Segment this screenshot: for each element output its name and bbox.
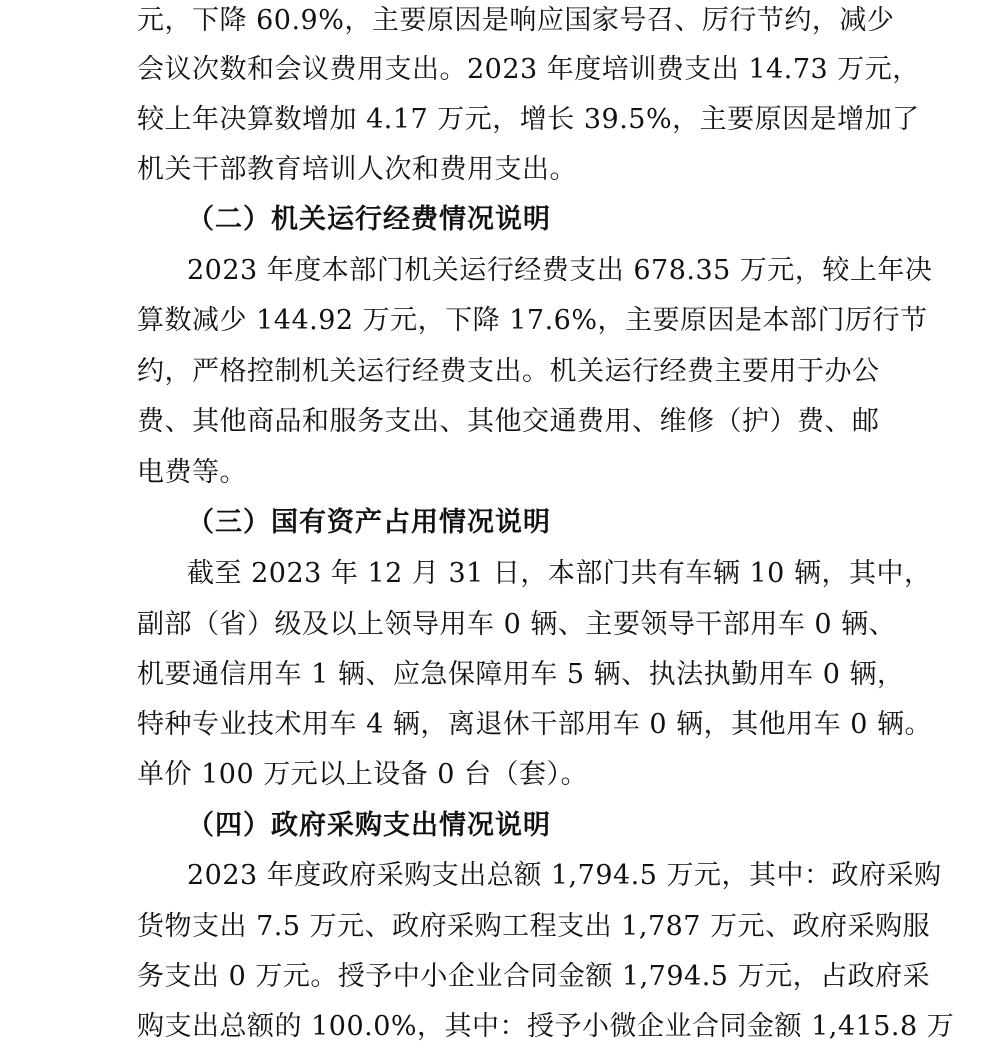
text-line: 单价 100 万元以上设备 0 台（套）。 bbox=[137, 759, 589, 790]
text-line: 电费等。 bbox=[137, 457, 247, 488]
section-heading: （二）机关运行经费情况说明 bbox=[187, 204, 551, 235]
text-line: 机关干部教育培训人次和费用支出。 bbox=[137, 154, 577, 185]
text-line: 货物支出 7.5 万元、政府采购工程支出 1,787 万元、政府采购服 bbox=[137, 911, 931, 942]
text-line: 务支出 0 万元。授予中小企业合同金额 1,794.5 万元，占政府采 bbox=[137, 961, 931, 992]
text-line: 截至 2023 年 12 月 31 日，本部门共有车辆 10 辆，其中， bbox=[187, 558, 932, 589]
text-line: 约，严格控制机关运行经费支出。机关运行经费主要用于办公 bbox=[137, 356, 880, 387]
text-line: 副部（省）级及以上领导用车 0 辆、主要领导干部用车 0 辆、 bbox=[137, 609, 897, 640]
text-line: 费、其他商品和服务支出、其他交通费用、维修（护）费、邮 bbox=[137, 406, 880, 437]
text-line: 2023 年度政府采购支出总额 1,794.5 万元，其中：政府采购 bbox=[187, 860, 942, 891]
text-line: 会议次数和会议费用支出。2023 年度培训费支出 14.73 万元， bbox=[137, 54, 920, 85]
section-heading: （四）政府采购支出情况说明 bbox=[187, 810, 551, 841]
text-line: 元，下降 60.9%，主要原因是响应国家号召、厉行节约，减少 bbox=[137, 5, 895, 36]
text-line: 机要通信用车 1 辆、应急保障用车 5 辆、执法执勤用车 0 辆， bbox=[137, 659, 905, 690]
text-line: 购支出总额的 100.0%，其中：授予小微企业合同金额 1,415.8 万 bbox=[137, 1011, 955, 1042]
text-line: 较上年决算数增加 4.17 万元，增长 39.5%，主要原因是增加了 bbox=[137, 104, 920, 135]
text-line: 2023 年度本部门机关运行经费支出 678.35 万元，较上年决 bbox=[187, 255, 933, 286]
text-line: 特种专业技术用车 4 辆，离退休干部用车 0 辆，其他用车 0 辆。 bbox=[137, 709, 933, 740]
section-heading: （三）国有资产占用情况说明 bbox=[187, 507, 551, 538]
text-line: 算数减少 144.92 万元，下降 17.6%，主要原因是本部门厉行节 bbox=[137, 305, 928, 336]
